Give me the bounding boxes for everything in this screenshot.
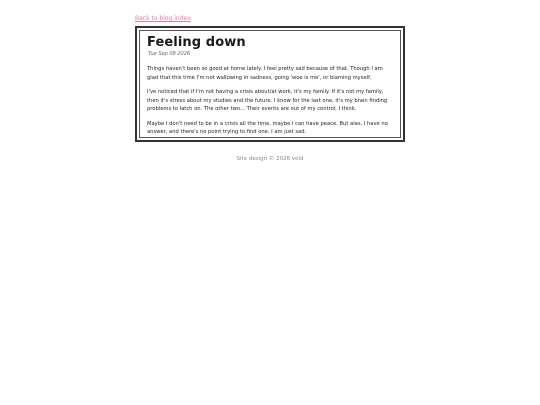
post-paragraph: Things haven't been so good at home lately. I feel pretty sad because of that. Though I am glad that this time I'm not wallowing in sadness, going 'woe is me', or blaming myself. — [147, 66, 383, 81]
post-card-inner — [139, 30, 401, 138]
back-to-blog-index-link[interactable]: Back to blog index — [135, 15, 191, 22]
post-title: Feeling down — [147, 35, 246, 50]
post-date: Tue Sep 08 2026 — [148, 51, 191, 57]
site-footer: Site design © 2026 void — [236, 156, 304, 162]
post-body — [147, 65, 394, 137]
post-card — [135, 26, 405, 142]
post-paragraph: Maybe I don't need to be in a crisis all the time, maybe I can have peace. But alas, I have no answer, and there's no point trying to find one. I am just sad. — [147, 120, 388, 135]
post-paragraph: I've noticed that if I'm not having a crisis about/at work, it's my family. If it's not my family, then it's stress about my studies and the future. I know for the last one, it's my brain finding problems to latch on. The other two... Their events are out of my control, I think. — [147, 89, 388, 112]
